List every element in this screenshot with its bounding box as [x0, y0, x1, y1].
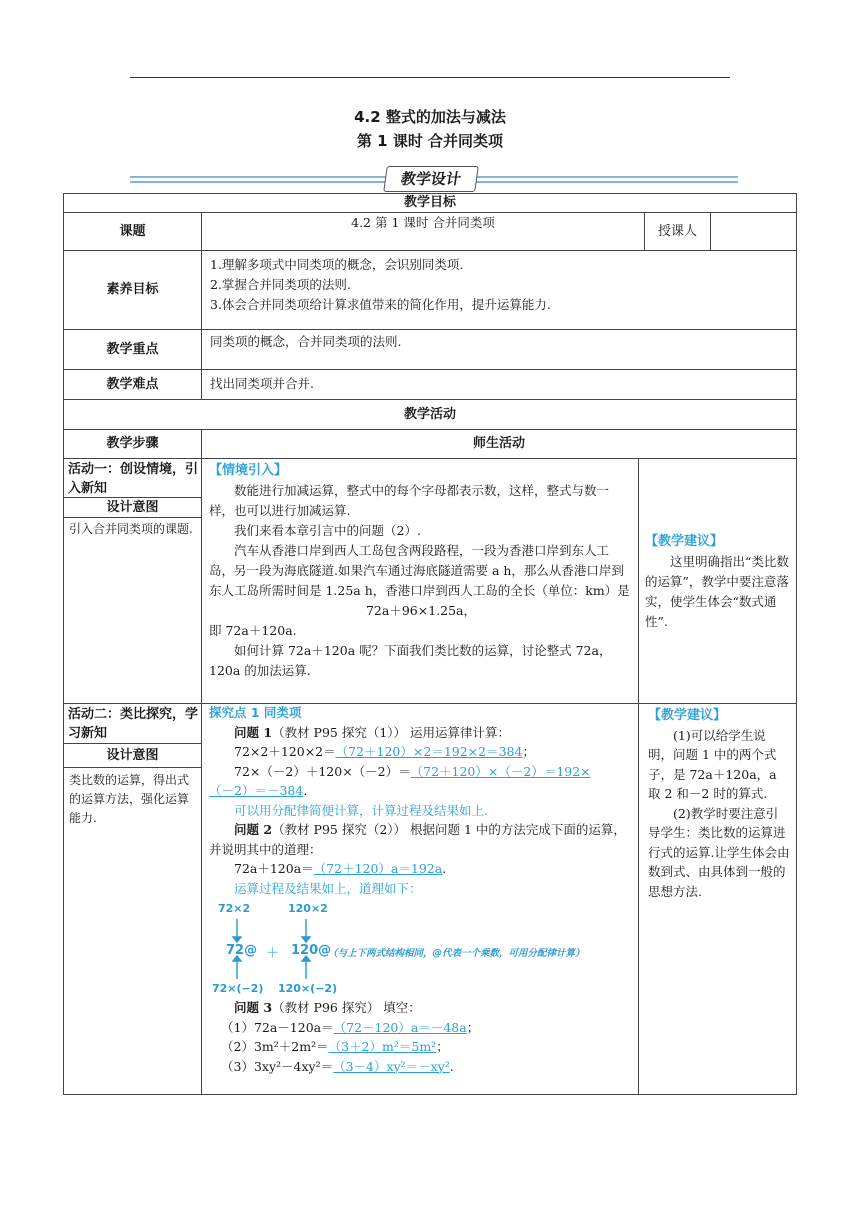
activity1-content: [209, 461, 633, 681]
q3-1-answer: （72－120）a＝－48a: [333, 1019, 467, 1035]
topic-label: 课题: [63, 212, 202, 251]
banner-label: 教学设计: [383, 166, 479, 192]
activity2-content: 探究点 1 同类项 问题 1（教材 P95 探究（1）） 运用运算律计算： 72×2＋120×2＝（72＋120）×2＝192×2＝384； 72×（－2）＋120×（－2）＝（72＋120）×（－2）＝192× （－2）＝－384. 可以用分配律简便计算，计算过程及结果如上. 问题 2（教材 P95 探究（2）） 根据问题 1 中的方法完成下面的运算，并说明其中的道理： 72a＋120a＝（72＋120）a＝192a. 运算过程及结果如上，道理如下：: [209, 703, 635, 898]
banner-line-right: [472, 176, 738, 178]
figure-top-right: 120×2: [288, 902, 328, 915]
question1-label: 问题 1: [234, 724, 273, 740]
advice-text: (1)可以给学生说明，问题 1 中的两个式子，是 72a＋120a，a 取 2 和－2 时的算式.: [648, 727, 777, 801]
literacy-label: 素养目标: [63, 250, 202, 330]
activity-header: 教学活动: [63, 399, 797, 430]
steps-label: 教学步骤: [63, 429, 202, 459]
advice-text: 这里明确指出“类比数的运算”，教学中要注意落实，使学生体会“数式通性”.: [645, 554, 789, 629]
difficulty-label: 教学难点: [63, 369, 202, 400]
q2-answer: （72＋120）a＝192a: [313, 861, 443, 876]
banner-line-left: [130, 176, 390, 178]
banner-line-left-2: [130, 181, 390, 183]
banner-line-right-2: [472, 181, 738, 183]
focus-label: 教学重点: [63, 329, 202, 370]
figure-mid-right: 120@: [291, 943, 332, 958]
activity1-intent-text: 引入合并同类项的课题.: [69, 522, 193, 536]
question3-text: （教材 P96 探究） 填空：: [272, 1000, 421, 1015]
activity2-advice: [648, 706, 790, 901]
paragraph: 如何计算 72a＋120a 呢？下面我们类比数的运算，讨论整式 72a，120a 的加法运算.: [209, 643, 612, 678]
question2-text: （教材 P95 探究（2）） 根据问题 1 中的方法完成下面的运算，并说明其中的道理：: [209, 822, 626, 857]
q3-2-answer: （3＋2）m²＝5m²: [328, 1039, 437, 1054]
activity2-intent-text: 类比数的运算，得出式的运算方法，强化运算能力.: [69, 773, 190, 825]
figure-note: （与上下两式结构相同，@代表一个乘数，可用分配律计算）: [328, 948, 585, 959]
literacy-item: 3.体会合并同类项给计算求值带来的简化作用，提升运算能力.: [210, 297, 551, 312]
figure-bottom-right: 120×(−2): [278, 982, 338, 995]
advice-tag: 【教学建议】: [648, 708, 727, 723]
activity1-title: 活动一：创设情境，引入新知: [68, 462, 199, 496]
q2-note: 运算过程及结果如上，道理如下：: [234, 880, 422, 896]
q1-a-left: 72×2＋120×2＝: [234, 744, 336, 759]
question3-label: 问题 3: [234, 1000, 273, 1015]
paragraph: 我们来看本章引言中的问题（2）.: [234, 523, 421, 538]
paragraph: 即 72a＋120a.: [209, 623, 297, 638]
scenario-tag: 【情境引入】: [209, 463, 288, 478]
figure-plus: ＋: [266, 946, 280, 961]
difficulty-value: 找出同类项并合并.: [201, 369, 797, 400]
goals-header: 教学目标: [63, 193, 797, 213]
header-rule: [130, 77, 730, 78]
literacy-item: 2.掌握合并同类项的法则.: [210, 277, 351, 292]
question3-block: 问题 3（教材 P96 探究） 填空： （1）72a－120a＝（72－120）a＝－48a； （2）3m²＋2m²＝（3＋2）m²＝5m²； （3）3xy²－4xy²＝（3－4）xy²＝－xy².: [221, 1000, 480, 1074]
q1-a-answer: （72＋120）×2＝192×2＝384: [335, 744, 523, 759]
page-title: 4.2 整式的加法与减法: [354, 108, 506, 126]
question1-text: （教材 P95 探究（1）） 运用运算律计算：: [272, 724, 511, 740]
literacy-item: 1.理解多项式中同类项的概念，会识别同类项.: [210, 257, 464, 272]
q3-3-left: （3）3xy²－4xy²＝: [221, 1058, 334, 1074]
explore-tag: 探究点 1 同类项: [209, 705, 302, 720]
focus-value: 同类项的概念，合并同类项的法则.: [201, 329, 797, 370]
activity2-title: 活动二：类比探究，学习新知: [68, 707, 199, 741]
activity2-intent-label: 设计意图: [63, 743, 202, 768]
advice-text: (2)教学时要注意引导学生：类比数的运算进行式的运算.让学生体会由数到式、由具体到一般的思想方法.: [648, 805, 790, 899]
activity1-intent-label: 设计意图: [63, 497, 202, 518]
topic-value: 4.2 第 1 课时 合并同类项: [201, 212, 645, 251]
page-subtitle: 第 1 课时 合并同类项: [356, 132, 504, 150]
paragraph: 数能进行加减运算，整式中的每个字母都表示数，这样，整式与数一样，也可以进行加减运算.: [209, 483, 610, 518]
activity1-advice: [645, 532, 791, 632]
figure-top-left: 72×2: [218, 902, 251, 915]
q1-b-answer-cont: （－2）＝－384: [209, 783, 304, 798]
figure-bottom-left: 72×(−2): [212, 982, 264, 995]
q1-b-left: 72×（－2）＋120×（－2）＝: [234, 763, 411, 779]
advice-tag: 【教学建议】: [645, 534, 724, 549]
q2-left: 72a＋120a＝: [234, 861, 314, 876]
figure-mid-left: 72@: [226, 943, 258, 958]
q1-note: 可以用分配律简便计算，计算过程及结果如上.: [234, 802, 488, 818]
formula: 72a＋96×1.25a，: [365, 603, 477, 618]
paragraph: 汽车从香港口岸到西人工岛包含两段路程，一段为香港口岸到东人工岛，另一段为海底隧道.如果汽车通过海底隧道需要 a h，那么从香港口岸到东人工岛所需时间是 1.25a h，香港口岸到西人工岛的全长（单位：km）是: [209, 543, 630, 598]
teacher-student-label: 师生活动: [201, 429, 797, 459]
q3-1-left: （1）72a－120a＝: [221, 1019, 334, 1035]
teacher-value: [710, 212, 797, 251]
q3-3-answer: （3－4）xy²＝－xy²: [333, 1058, 450, 1074]
question2-label: 问题 2: [234, 822, 273, 837]
teacher-label: 授课人: [644, 212, 711, 251]
literacy-goals: [201, 250, 797, 330]
q1-b-answer: （72＋120）×（－2）＝192×: [410, 763, 591, 779]
q3-2-left: （2）3m²＋2m²＝: [221, 1039, 329, 1054]
